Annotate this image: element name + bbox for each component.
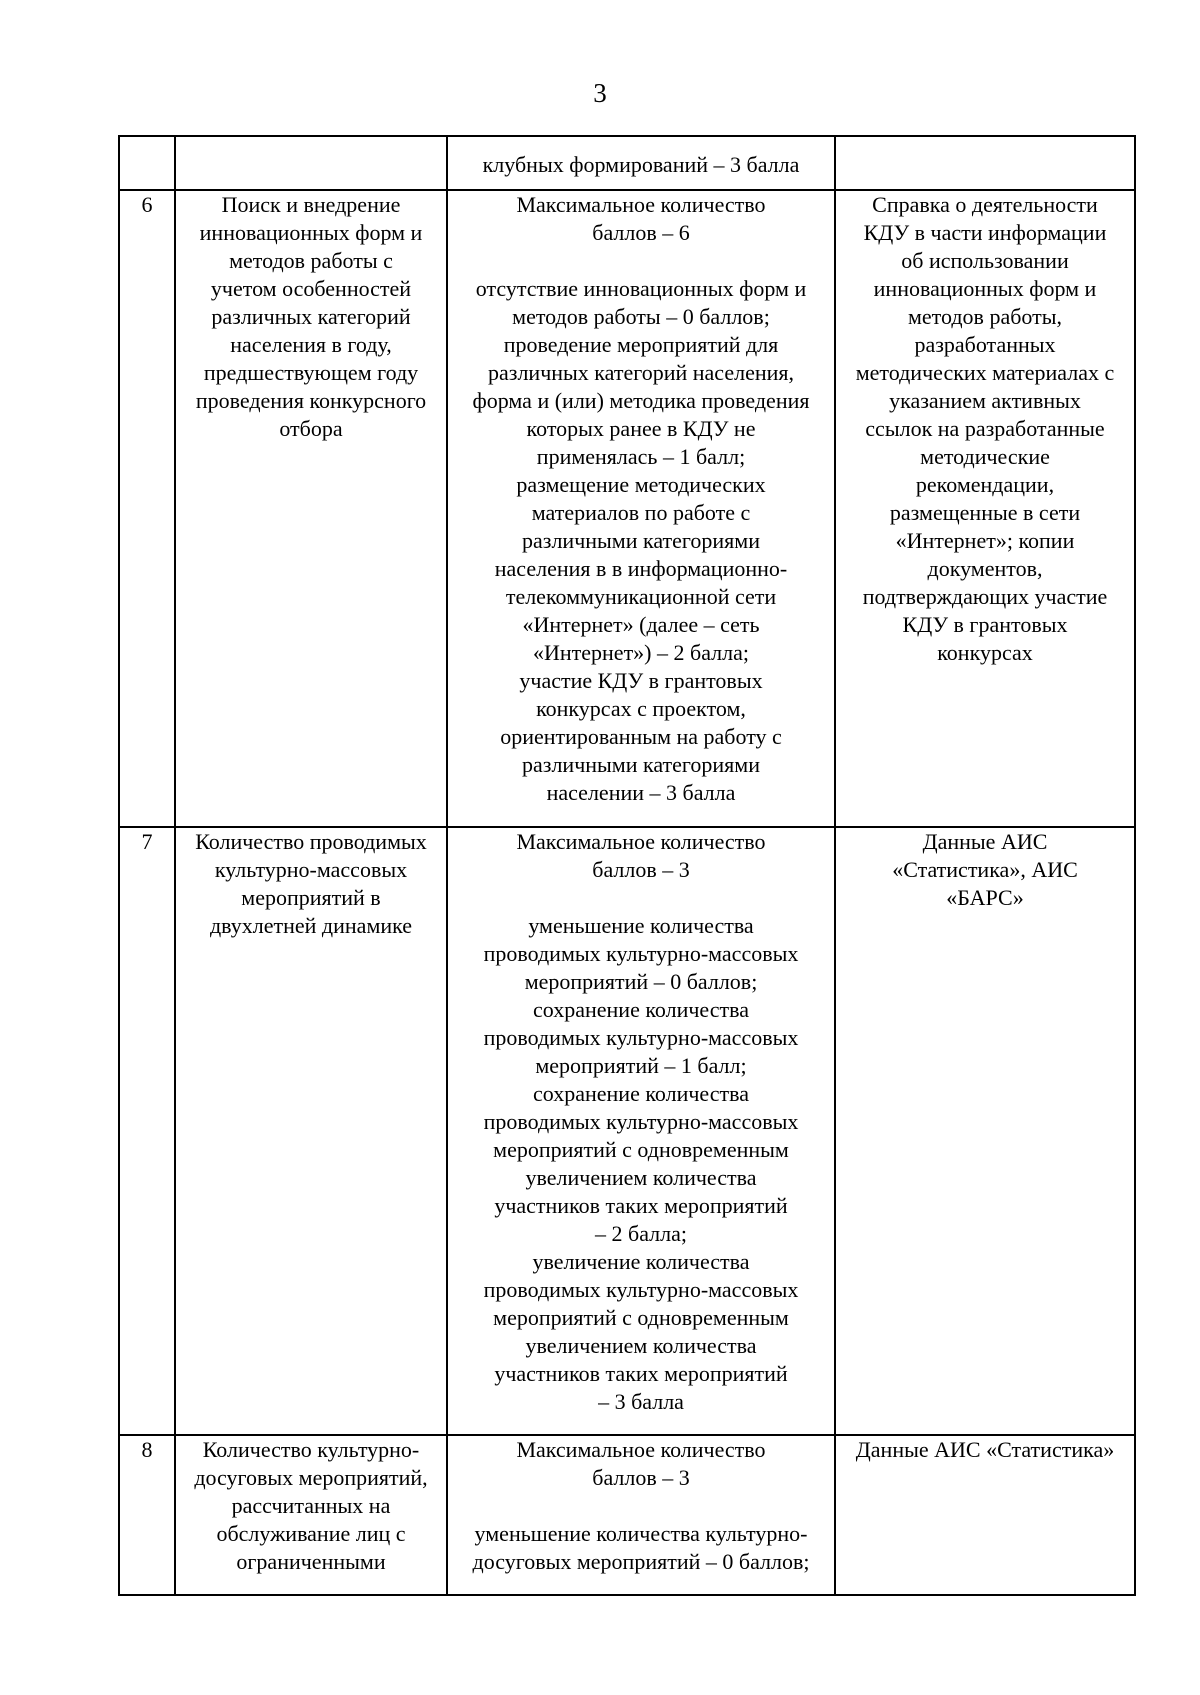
- score-head-line: Максимальное количество: [516, 192, 766, 217]
- table-row-6: [119, 190, 1135, 827]
- score-line: которых ранее в КДУ не: [526, 416, 756, 441]
- row-number-cell: 7: [119, 827, 175, 1435]
- score-line: участников таких мероприятий: [494, 1193, 788, 1218]
- criterion-line: инновационных форм и: [199, 220, 423, 245]
- source-line: указанием активных: [889, 388, 1081, 413]
- score-line: проводимых культурно-массовых: [483, 1025, 799, 1050]
- criterion-cell: [175, 136, 447, 190]
- score-head-line: Максимальное количество: [516, 1437, 766, 1462]
- score-line: увеличением количества: [525, 1165, 757, 1190]
- row-number-cell: 6: [119, 190, 175, 827]
- source-line: разработанных: [914, 332, 1056, 357]
- criterion-line: проведения конкурсного: [195, 388, 427, 413]
- criterion-line: Количество культурно-: [202, 1437, 420, 1462]
- source-line: «БАРС»: [946, 885, 1024, 910]
- criterion-line: различных категорий: [211, 304, 411, 329]
- source-line: размещенные в сети: [889, 500, 1081, 525]
- score-cell: [447, 190, 835, 827]
- source-line: методов работы,: [907, 304, 1063, 329]
- score-line: досуговых мероприятий – 0 баллов;: [472, 1549, 810, 1574]
- criterion-line: мероприятий в: [241, 885, 381, 910]
- criterion-line: учетом особенностей: [210, 276, 412, 301]
- score-line: увеличением количества: [525, 1333, 757, 1358]
- score-line: «Интернет» (далее – сеть: [522, 612, 760, 637]
- score-line: проведение мероприятий для: [503, 332, 779, 357]
- criterion-line: населения в году,: [230, 332, 392, 357]
- source-line: инновационных форм и: [873, 276, 1097, 301]
- score-line: конкурсах с проектом,: [536, 696, 746, 721]
- criterion-line: методов работы с: [229, 248, 393, 273]
- source-cell: [835, 1435, 1135, 1595]
- table-row-continuation: [119, 136, 1135, 190]
- score-head-line: Максимальное количество: [516, 829, 766, 854]
- score-line: различных категорий населения,: [487, 360, 795, 385]
- score-line: увеличение количества: [532, 1249, 750, 1274]
- score-line: «Интернет») – 2 балла;: [532, 640, 749, 665]
- score-line: применялась – 1 балл;: [536, 444, 746, 469]
- score-line: – 2 балла;: [595, 1221, 687, 1246]
- score-line: мероприятий – 0 баллов;: [524, 969, 758, 994]
- score-cell: [447, 136, 835, 190]
- score-line: клубных формирований – 3 балла: [482, 152, 800, 177]
- score-head-line: баллов – 6: [592, 220, 690, 245]
- source-line: Данные АИС «Статистика»: [855, 1437, 1115, 1462]
- score-line: уменьшение количества: [528, 913, 754, 938]
- source-cell: [835, 190, 1135, 827]
- score-cell: [447, 1435, 835, 1595]
- source-line: об использовании: [901, 248, 1069, 273]
- source-line: Справка о деятельности: [872, 192, 1098, 217]
- criteria-table: [118, 135, 1136, 1596]
- source-line: Данные АИС: [922, 829, 1048, 854]
- score-head-line: баллов – 3: [592, 857, 690, 882]
- criterion-cell: [175, 1435, 447, 1595]
- source-line: рекомендации,: [915, 472, 1055, 497]
- source-line: документов,: [927, 556, 1043, 581]
- page-number: 3: [593, 78, 607, 108]
- row-number-cell: [119, 136, 175, 190]
- criterion-line: предшествующем году: [203, 360, 419, 385]
- criterion-line: обслуживание лиц с: [216, 1521, 406, 1546]
- score-line: размещение методических: [516, 472, 766, 497]
- criterion-cell: [175, 827, 447, 1435]
- criterion-line: отбора: [279, 416, 343, 441]
- score-line: мероприятий – 1 балл;: [535, 1053, 747, 1078]
- score-line: сохранение количества: [533, 997, 749, 1022]
- source-line: «Статистика», АИС: [892, 857, 1078, 882]
- score-cell: [447, 827, 835, 1435]
- score-line: форма и (или) методика проведения: [472, 388, 810, 413]
- criterion-line: Поиск и внедрение: [221, 192, 401, 217]
- criterion-line: культурно-массовых: [214, 857, 408, 882]
- source-line: ссылок на разработанные: [865, 416, 1105, 441]
- score-line: участие КДУ в грантовых: [519, 668, 763, 693]
- score-line: телекоммуникационной сети: [505, 584, 777, 609]
- score-line: проводимых культурно-массовых: [483, 941, 799, 966]
- source-line: «Интернет»; копии: [895, 528, 1075, 553]
- score-line: различными категориями: [521, 752, 760, 777]
- source-cell: [835, 827, 1135, 1435]
- criterion-line: ограниченными: [236, 1549, 386, 1574]
- score-line: – 3 балла: [598, 1389, 684, 1414]
- criterion-line: Количество проводимых: [195, 829, 427, 854]
- source-line: методические: [920, 444, 1050, 469]
- score-line: методов работы – 0 баллов;: [512, 304, 770, 329]
- score-head-line: баллов – 3: [592, 1465, 690, 1490]
- table-row-8: [119, 1435, 1135, 1595]
- source-cell: [835, 136, 1135, 190]
- score-line: уменьшение количества культурно-: [474, 1521, 808, 1546]
- source-line: подтверждающих участие: [862, 584, 1108, 609]
- score-line: проводимых культурно-массовых: [483, 1109, 799, 1134]
- criterion-cell: [175, 190, 447, 827]
- score-line: отсутствие инновационных форм и: [475, 276, 807, 301]
- row-number-cell: 8: [119, 1435, 175, 1595]
- criterion-line: досуговых мероприятий,: [194, 1465, 428, 1490]
- score-line: проводимых культурно-массовых: [483, 1277, 799, 1302]
- source-line: КДУ в грантовых: [902, 612, 1068, 637]
- source-line: КДУ в части информации: [863, 220, 1107, 245]
- criterion-line: двухлетней динамике: [209, 913, 413, 938]
- source-line: конкурсах: [937, 640, 1033, 665]
- table-row-7: [119, 827, 1135, 1435]
- score-line: населении – 3 балла: [546, 780, 736, 805]
- score-line: сохранение количества: [533, 1081, 749, 1106]
- criterion-line: рассчитанных на: [231, 1493, 391, 1518]
- score-line: мероприятий с одновременным: [493, 1305, 789, 1330]
- score-line: населения в в информационно-: [494, 556, 788, 581]
- score-line: различными категориями: [521, 528, 760, 553]
- score-line: мероприятий с одновременным: [493, 1137, 789, 1162]
- score-line: материалов по работе с: [531, 500, 751, 525]
- score-line: участников таких мероприятий: [494, 1361, 788, 1386]
- score-line: ориентированным на работу с: [500, 724, 782, 749]
- source-line: методических материалах с: [855, 360, 1115, 385]
